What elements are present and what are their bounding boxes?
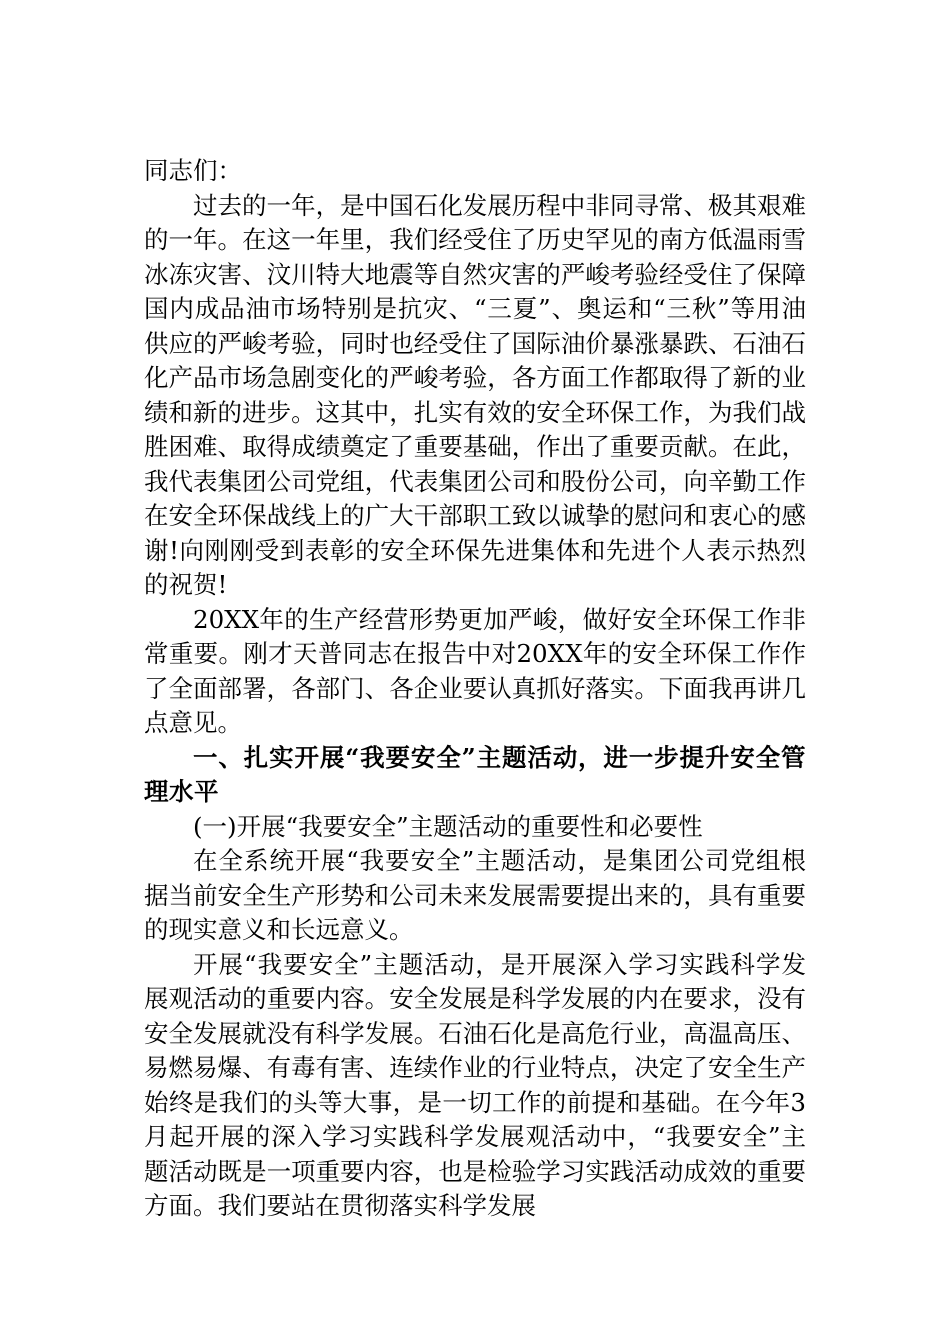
paragraph-situation: 20XX年的生产经营形势更加严峻，做好安全环保工作非常重要。刚才天普同志在报告中对20XX年的安全环保工作作了全面部署，各部门、各企业要认真抓好落实。下面我再讲几点意见。	[144, 604, 806, 737]
paragraph-content: 开展“我要安全”主题活动，是开展深入学习实践科学发展观活动的重要内容。安全发展是科学发展的内在要求，没有安全发展就没有科学发展。石油石化是高危行业，高温高压、易燃易爆、有毒有害、连续作业的行业特点，决定了安全生产始终是我们的头等大事，是一切工作的前提和基础。在今年3月起开展的深入学习实践科学发展观活动中，“我要安全”主题活动既是一项重要内容，也是检验学习实践活动成效的重要方面。我们要站在贯彻落实科学发展	[144, 949, 806, 1220]
salutation: 同志们：	[144, 156, 242, 185]
document-page	[144, 154, 806, 1224]
paragraph-review: 过去的一年，是中国石化发展历程中非同寻常、极其艰难的一年。在这一年里，我们经受住了历史罕见的南方低温雨雪冰冻灾害、汶川特大地震等自然灾害的严峻考验经受住了保障国内成品油市场特别是抗灾、“三夏”、奥运和“三秋”等用油供应的严峻考验，同时也经受住了国际油价暴涨暴跌、石油石化产品市场急剧变化的严峻考验，各方面工作都取得了新的业绩和新的进步。这其中，扎实有效的安全环保工作，为我们战胜困难、取得成绩奠定了重要基础，作出了重要贡献。在此，我代表集团公司党组，代表集团公司和股份公司，向辛勤工作在安全环保战线上的广大干部职工致以诚挚的慰问和衷心的感谢!向刚刚受到表彰的安全环保先进集体和先进个人表示热烈的祝贺!	[144, 190, 806, 599]
subsection-heading: (一)开展“我要安全”主题活动的重要性和必要性	[193, 811, 703, 841]
section-heading: 一、扎实开展“我要安全”主题活动，进一步提升安全管理水平	[144, 742, 806, 806]
paragraph-significance: 在全系统开展“我要安全”主题活动，是集团公司党组根据当前安全生产形势和公司未来发展需要提出来的，具有重要的现实意义和长远意义。	[144, 846, 806, 944]
